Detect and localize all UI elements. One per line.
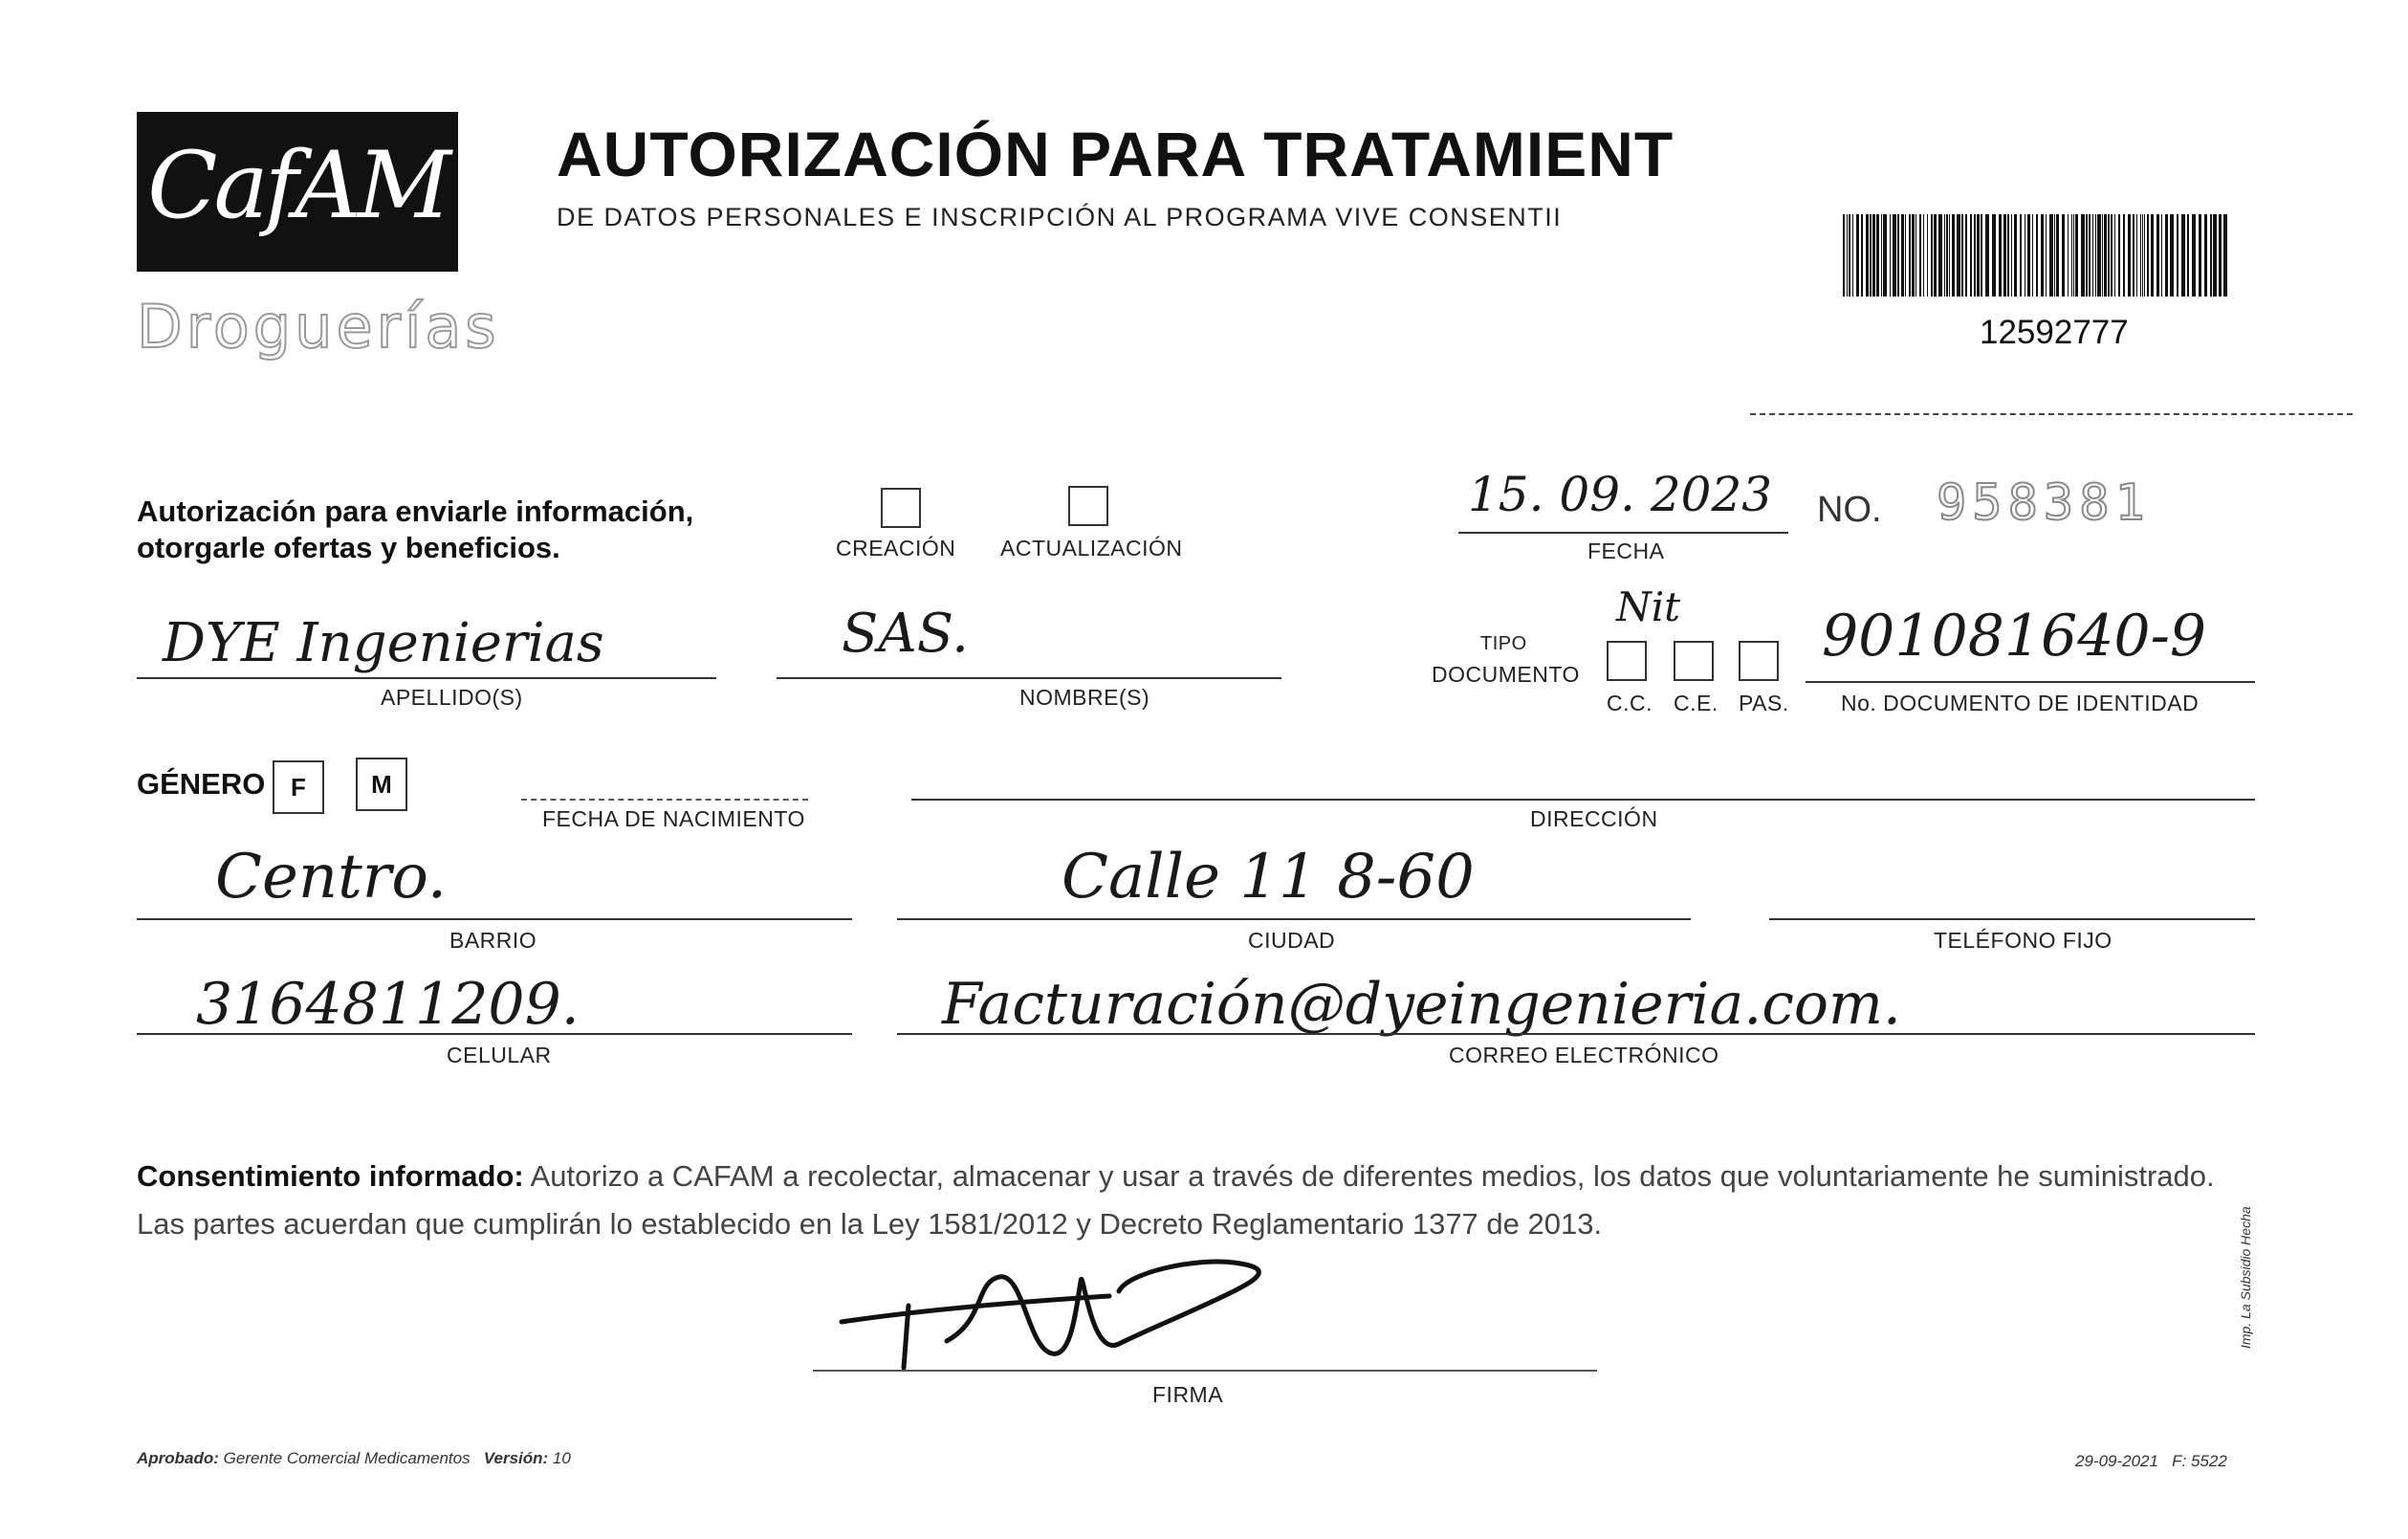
- consent-text: [137, 1153, 2269, 1248]
- page-subtitle: DE DATOS PERSONALES E INSCRIPCIÓN AL PROGRAMA VIVE CONSENTII: [557, 203, 1563, 231]
- documento-label: DOCUMENTO: [1432, 662, 1580, 687]
- actualizacion-checkbox[interactable]: [1068, 486, 1108, 526]
- correo-line: [897, 1033, 2255, 1035]
- doc-number-line: [1806, 681, 2255, 683]
- genero-label: GÉNERO: [137, 767, 266, 801]
- apellido-value[interactable]: DYE Ingenierias: [163, 612, 604, 674]
- nit-note: Nit: [1616, 583, 1681, 630]
- barcode-icon: [1843, 214, 2233, 297]
- celular-label: CELULAR: [447, 1043, 552, 1067]
- aprobado-label: Aprobado:: [137, 1449, 219, 1467]
- consent-body: Autorizo a CAFAM a recolectar, almacenar y usar a través de diferentes medios, los datos que voluntariamente he suministrado. Las partes acuerdan que cumplirán lo establecido en la Ley 1581/2012 y Decreto Reglamentario 1377 de 2013.: [137, 1159, 2215, 1241]
- side-print-text: Imp. La Subsidio Hecha: [2238, 1206, 2253, 1349]
- apellido-line: [137, 677, 716, 679]
- creacion-checkbox[interactable]: [881, 488, 921, 528]
- version-label: Versión:: [483, 1449, 549, 1467]
- nombre-value[interactable]: SAS.: [842, 603, 969, 665]
- ce-label: C.E.: [1674, 691, 1718, 715]
- pas-label: PAS.: [1739, 691, 1789, 715]
- cafam-logo-text: CafAM: [147, 132, 448, 239]
- fecha-label: FECHA: [1587, 539, 1665, 563]
- footer-approval: [137, 1449, 571, 1468]
- celular-line: [137, 1033, 852, 1035]
- creacion-label: CREACIÓN: [836, 536, 956, 561]
- doc-number-label: No. DOCUMENTO DE IDENTIDAD: [1841, 691, 2200, 715]
- header-divider: [1750, 413, 2353, 415]
- cc-label: C.C.: [1607, 691, 1653, 715]
- direccion-line: [911, 799, 2255, 801]
- form-number: 958381: [1937, 474, 2151, 532]
- signature-image: [832, 1253, 1291, 1377]
- barrio-line: [137, 918, 852, 920]
- pas-checkbox[interactable]: [1739, 641, 1779, 681]
- gender-f-option[interactable]: F: [273, 760, 324, 814]
- footer-form-code: F: 5522: [2172, 1452, 2227, 1470]
- consent-heading: Consentimiento informado:: [137, 1159, 524, 1193]
- ciudad-line: [897, 918, 1691, 920]
- ciudad-label: CIUDAD: [1248, 928, 1336, 953]
- apellido-label: APELLIDO(S): [381, 685, 523, 710]
- actualizacion-label: ACTUALIZACIÓN: [1000, 536, 1183, 561]
- ce-checkbox[interactable]: [1674, 641, 1714, 681]
- telefono-line: [1769, 918, 2255, 920]
- correo-value[interactable]: Facturación@dyeingenieria.com.: [942, 971, 1902, 1038]
- tipo-label: TIPO: [1480, 633, 1527, 654]
- cc-checkbox[interactable]: [1607, 641, 1647, 681]
- form-number-label: NO.: [1817, 490, 1882, 530]
- fecha-value[interactable]: 15. 09. 2023: [1468, 467, 1773, 522]
- firma-label: FIRMA: [1152, 1382, 1224, 1407]
- aprobado-value: Gerente Comercial Medicamentos: [223, 1449, 471, 1467]
- gender-m-option[interactable]: M: [356, 758, 407, 811]
- correo-label: CORREO ELECTRÓNICO: [1449, 1043, 1719, 1067]
- barrio-label: BARRIO: [449, 928, 537, 953]
- barcode-number: 12592777: [1980, 314, 2129, 351]
- version-value: 10: [552, 1449, 571, 1467]
- authorization-heading-1: Autorización para enviarle información,: [137, 495, 694, 528]
- page-title: AUTORIZACIÓN PARA TRATAMIENT: [557, 119, 1675, 189]
- nacimiento-line: [521, 799, 808, 801]
- fecha-line: [1458, 532, 1788, 534]
- celular-value[interactable]: 3164811209.: [196, 971, 580, 1038]
- authorization-heading-2: otorgarle ofertas y beneficios.: [137, 531, 560, 564]
- footer-codes: [2075, 1452, 2227, 1471]
- nacimiento-label: FECHA DE NACIMIENTO: [542, 806, 805, 831]
- doc-number-value[interactable]: 901081640-9: [1822, 603, 2207, 670]
- firma-line: [813, 1370, 1597, 1372]
- barrio-value[interactable]: Centro.: [215, 842, 448, 912]
- nombre-line: [777, 677, 1281, 679]
- ciudad-value[interactable]: Calle 11 8-60: [1062, 842, 1475, 912]
- telefono-label: TELÉFONO FIJO: [1934, 928, 2112, 953]
- drogerias-logo-text: Droguerías: [137, 292, 500, 362]
- nombre-label: NOMBRE(S): [1019, 685, 1150, 710]
- footer-date-code: 29-09-2021: [2075, 1452, 2158, 1470]
- direccion-label: DIRECCIÓN: [1530, 806, 1658, 831]
